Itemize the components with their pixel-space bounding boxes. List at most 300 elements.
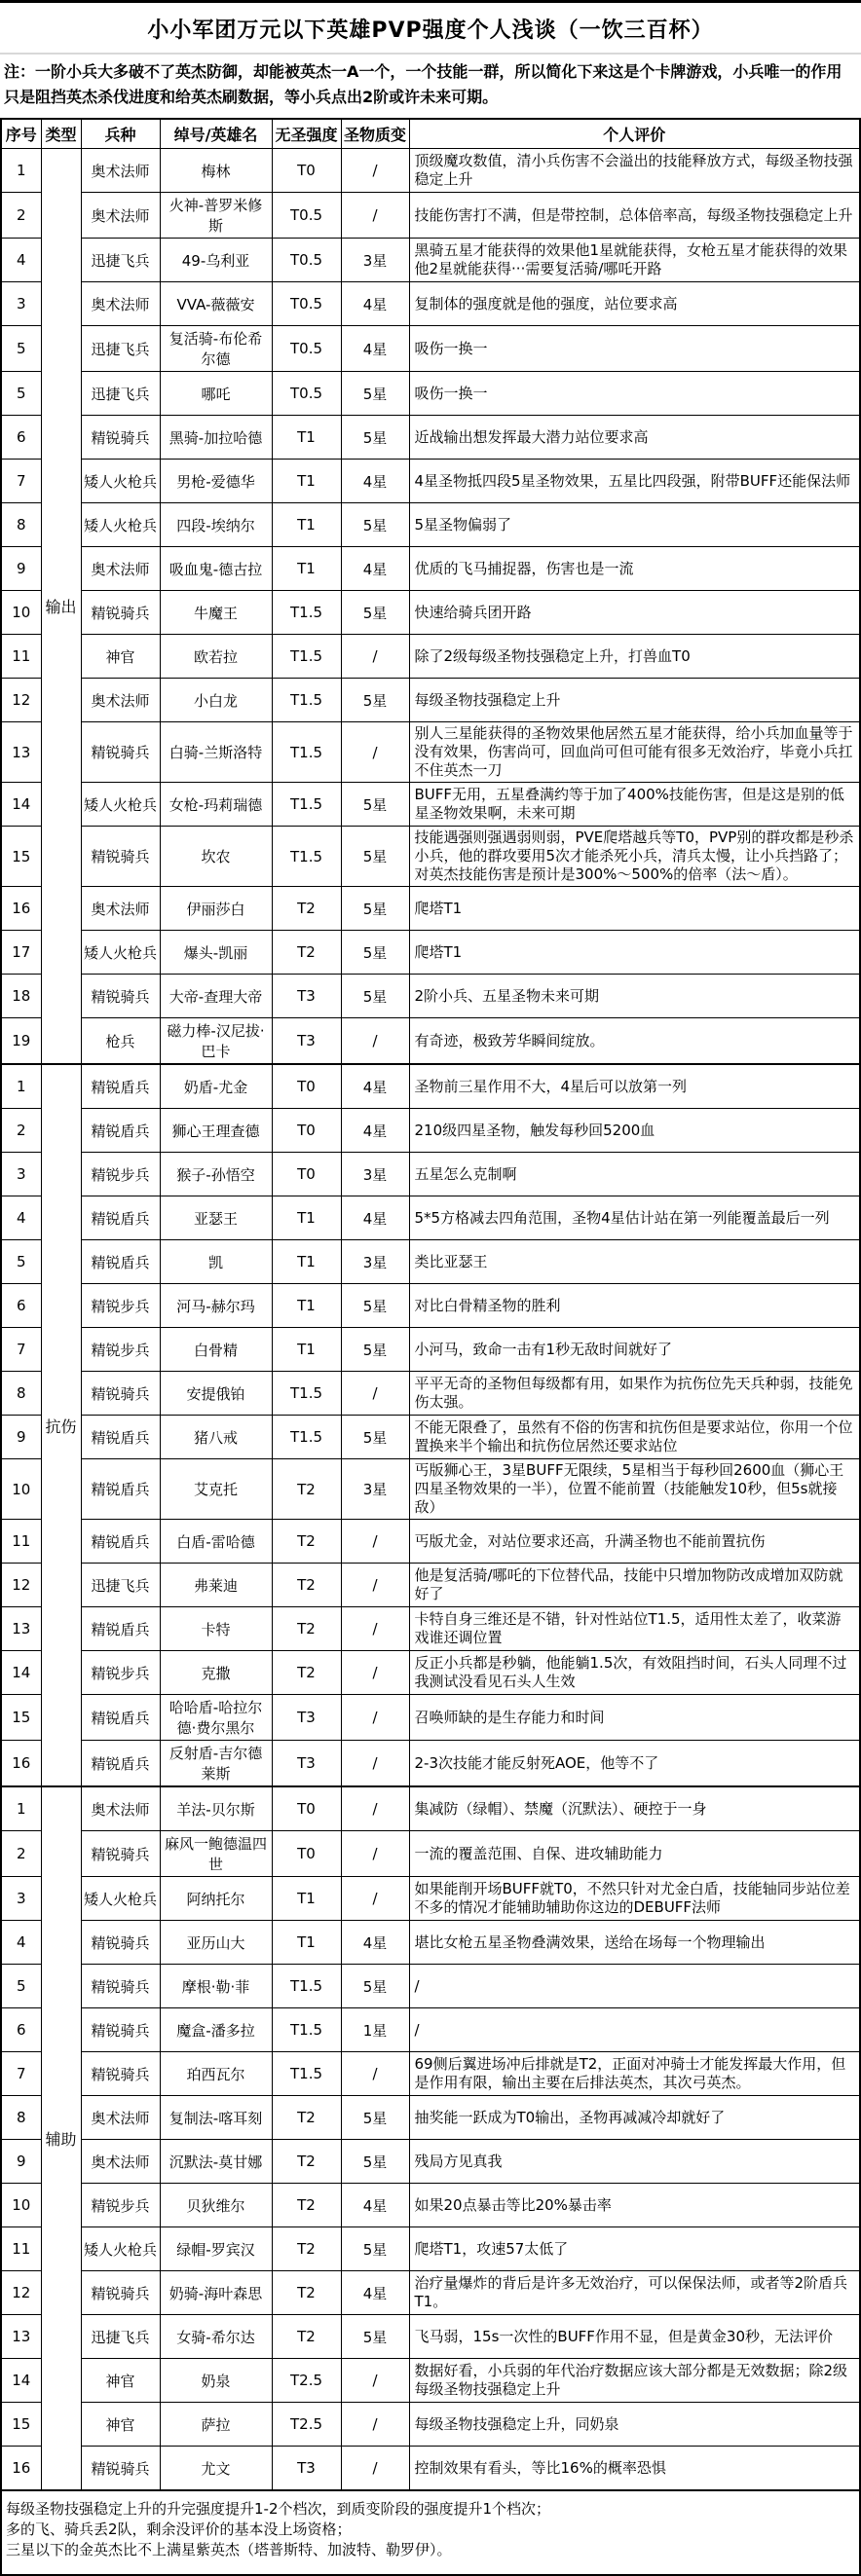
unit-class-cell: 精锐盾兵 (81, 1520, 160, 1564)
tier-cell: T1 (272, 1877, 341, 1921)
unit-class-cell: 迅捷飞兵 (81, 1564, 160, 1607)
hero-name-cell: 沉默法-莫甘娜 (160, 2140, 272, 2184)
relic-quality-cell: 5星 (341, 503, 409, 547)
comment-cell: 一流的覆盖范围、自保、进攻辅助能力 (409, 1831, 860, 1877)
hero-name-cell: 哈哈盾-哈拉尔德·费尔黑尔 (160, 1695, 272, 1741)
tier-cell: T1 (272, 547, 341, 591)
row-number-cell: 8 (1, 1372, 41, 1416)
table-row (1, 1520, 860, 1564)
table-row (1, 2140, 860, 2184)
hero-name-cell: 大帝-查理大帝 (160, 975, 272, 1018)
row-number-cell: 14 (1, 1651, 41, 1695)
tier-cell: T1 (272, 1921, 341, 1965)
tier-cell: T3 (272, 1695, 341, 1741)
hero-name-cell: 绿帽-罗宾汉 (160, 2227, 272, 2271)
relic-quality-cell: 5星 (341, 372, 409, 416)
relic-quality-cell: / (341, 1877, 409, 1921)
unit-class-cell: 精锐步兵 (81, 1651, 160, 1695)
hero-name-cell: 摩根·勒·菲 (160, 1965, 272, 2008)
comment-cell: 平平无奇的圣物但每级都有用，如果作为抗伤位先天兵种弱，技能免伤太强。 (409, 1372, 860, 1416)
comment-cell: 每级圣物技强稳定上升 (409, 679, 860, 722)
unit-class-cell: 精锐骑兵 (81, 2447, 160, 2491)
tier-cell: T2 (272, 2227, 341, 2271)
row-number-cell: 6 (1, 1284, 41, 1328)
tier-cell: T0 (272, 1786, 341, 1831)
comment-cell: 优质的飞马捕捉器，伤害也是一流 (409, 547, 860, 591)
row-number-cell: 9 (1, 1416, 41, 1459)
unit-class-cell: 精锐盾兵 (81, 1459, 160, 1520)
hero-name-cell: 奶盾-尤金 (160, 1064, 272, 1109)
relic-quality-cell: / (341, 1372, 409, 1416)
tier-cell: T2 (272, 1607, 341, 1651)
unit-class-cell: 奥术法师 (81, 2140, 160, 2184)
table-row (1, 503, 860, 547)
unit-class-cell: 矮人火枪兵 (81, 931, 160, 975)
relic-quality-cell: 5星 (341, 827, 409, 887)
row-number-cell: 2 (1, 1109, 41, 1153)
tier-cell: T2 (272, 1520, 341, 1564)
table-row (1, 1831, 860, 1877)
relic-quality-cell: 4星 (341, 1109, 409, 1153)
table-row (1, 239, 860, 282)
relic-quality-cell: / (341, 1831, 409, 1877)
unit-class-cell: 精锐骑兵 (81, 2052, 160, 2096)
hero-name-cell: 狮心王理查德 (160, 1109, 272, 1153)
row-number-cell: 16 (1, 2447, 41, 2491)
column-header-4: 无圣强度 (272, 119, 341, 149)
table-row (1, 1240, 860, 1284)
hero-name-cell: 弗莱迪 (160, 1564, 272, 1607)
table-row (1, 1196, 860, 1240)
table-row (1, 1877, 860, 1921)
comment-cell: 技能伤害打不满，但是带控制，总体倍率高，每级圣物技强稳定上升 (409, 193, 860, 239)
unit-class-cell: 精锐盾兵 (81, 1416, 160, 1459)
hero-name-cell: 魔盒-潘多拉 (160, 2008, 272, 2052)
tier-cell: T1.5 (272, 1416, 341, 1459)
tier-cell: T1 (272, 503, 341, 547)
row-number-cell: 12 (1, 2271, 41, 2315)
comment-cell: 快速给骑兵团开路 (409, 591, 860, 635)
table-row (1, 416, 860, 460)
relic-quality-cell: / (341, 1741, 409, 1787)
relic-quality-cell: 4星 (341, 282, 409, 326)
row-number-cell: 3 (1, 282, 41, 326)
table-row (1, 2227, 860, 2271)
hero-name-cell: 复制法-喀耳刻 (160, 2096, 272, 2140)
hero-name-cell: 猪八戒 (160, 1416, 272, 1459)
table-row (1, 282, 860, 326)
comment-cell: 反正小兵都是秒躺，他能躺1.5次，有效阻挡时间，石头人同理不过我测试没看见石头人生效 (409, 1651, 860, 1695)
tier-cell: T0.5 (272, 326, 341, 372)
hero-name-cell: 白骨精 (160, 1328, 272, 1372)
relic-quality-cell: 5星 (341, 931, 409, 975)
comment-cell: BUFF无用，五星叠满约等于加了400%技能伤害，但是这是别的低星圣物效果啊，未来可期 (409, 783, 860, 827)
row-number-cell: 17 (1, 931, 41, 975)
row-number-cell: 10 (1, 2184, 41, 2227)
tier-cell: T1.5 (272, 1372, 341, 1416)
table-row (1, 783, 860, 827)
tier-cell: T1.5 (272, 827, 341, 887)
comment-cell: 抽奖能一跃成为T0输出，圣物再减减冷却就好了 (409, 2096, 860, 2140)
row-number-cell: 2 (1, 193, 41, 239)
table-row (1, 1372, 860, 1416)
relic-quality-cell: 1星 (341, 2008, 409, 2052)
hero-name-cell: 珀西瓦尔 (160, 2052, 272, 2096)
unit-class-cell: 精锐盾兵 (81, 1240, 160, 1284)
relic-quality-cell: 4星 (341, 547, 409, 591)
comment-cell: 每级圣物技强稳定上升，同奶泉 (409, 2403, 860, 2447)
row-number-cell: 6 (1, 2008, 41, 2052)
table-row (1, 460, 860, 503)
hero-name-cell: 爆头-凯丽 (160, 931, 272, 975)
hero-name-cell: 牛魔王 (160, 591, 272, 635)
hero-name-cell: 49-乌利亚 (160, 239, 272, 282)
comment-cell: 五星怎么克制啊 (409, 1153, 860, 1196)
type-span-cell: 辅助 (41, 1786, 81, 2490)
table-row (1, 1416, 860, 1459)
row-number-cell: 5 (1, 326, 41, 372)
relic-quality-cell: 5星 (341, 591, 409, 635)
tier-cell: T2 (272, 2096, 341, 2140)
column-header-0: 序号 (1, 119, 41, 149)
comment-cell: 爬塔T1 (409, 931, 860, 975)
row-number-cell: 4 (1, 1921, 41, 1965)
comment-cell: 如果能削开场BUFF就T0，不然只针对尤金白盾，技能轴同步站位差不多的情况才能辅助辅助你这边的DEBUFF法师 (409, 1877, 860, 1921)
tier-cell: T2 (272, 2271, 341, 2315)
comment-cell: 有奇迹，极致芳华瞬间绽放。 (409, 1018, 860, 1065)
note-text: 注：一阶小兵大多破不了英杰防御，却能被英杰一A一个，一个技能一群，所以简化下来这是个卡牌游戏，小兵唯一的作用只是阻挡英杰杀伐进度和给英杰刷数据，等小兵点出2阶或许未来可期。 (4, 62, 842, 106)
hero-name-cell: 卡特 (160, 1607, 272, 1651)
tier-cell: T2.5 (272, 2403, 341, 2447)
relic-quality-cell: / (341, 2359, 409, 2403)
tier-cell: T2.5 (272, 2359, 341, 2403)
column-header-2: 兵种 (81, 119, 160, 149)
unit-class-cell: 迅捷飞兵 (81, 372, 160, 416)
table-row (1, 326, 860, 372)
unit-class-cell: 奥术法师 (81, 149, 160, 193)
comment-cell: 残局方见真我 (409, 2140, 860, 2184)
row-number-cell: 19 (1, 1018, 41, 1065)
relic-quality-cell: 5星 (341, 2227, 409, 2271)
table-row (1, 2359, 860, 2403)
relic-quality-cell: 5星 (341, 1965, 409, 2008)
unit-class-cell: 矮人火枪兵 (81, 1877, 160, 1921)
table-row (1, 1651, 860, 1695)
comment-cell: 集减防（绿帽）、禁魔（沉默法）、硬控于一身 (409, 1786, 860, 1831)
comment-cell: 技能遇强则强遇弱则弱，PVE爬塔越兵等T0，PVP别的群攻都是秒杀小兵，他的群攻要用5次才能杀死小兵，清兵太慢，让小兵挡路了；对英杰技能伤害是预计是300%～500%的倍率（法～盾）。 (409, 827, 860, 887)
unit-class-cell: 精锐骑兵 (81, 975, 160, 1018)
unit-class-cell: 精锐骑兵 (81, 2008, 160, 2052)
table-row (1, 827, 860, 887)
hero-name-cell: 猴子-孙悟空 (160, 1153, 272, 1196)
relic-quality-cell: / (341, 1786, 409, 1831)
unit-class-cell: 精锐盾兵 (81, 1064, 160, 1109)
table-row (1, 1965, 860, 2008)
row-number-cell: 2 (1, 1831, 41, 1877)
hero-name-cell: 麻风一鲍德温四世 (160, 1831, 272, 1877)
table-row (1, 547, 860, 591)
relic-quality-cell: / (341, 1607, 409, 1651)
hero-name-cell: 亚历山大 (160, 1921, 272, 1965)
relic-quality-cell: / (341, 1564, 409, 1607)
unit-class-cell: 精锐盾兵 (81, 1109, 160, 1153)
comment-cell: 爬塔T1 (409, 887, 860, 931)
column-header-5: 圣物质变 (341, 119, 409, 149)
relic-quality-cell: 5星 (341, 2140, 409, 2184)
row-number-cell: 16 (1, 1741, 41, 1787)
unit-class-cell: 精锐步兵 (81, 1284, 160, 1328)
unit-class-cell: 精锐骑兵 (81, 416, 160, 460)
table-row (1, 1328, 860, 1372)
table-row (1, 635, 860, 679)
tier-cell: T2 (272, 1564, 341, 1607)
row-number-cell: 1 (1, 149, 41, 193)
comment-cell: 除了2级每级圣物技强稳定上升，打兽血T0 (409, 635, 860, 679)
tier-cell: T1.5 (272, 679, 341, 722)
footer-line-2: 多的飞、骑兵丢2队，剩余没评价的基本没上场资格； (6, 2521, 352, 2538)
comment-cell: 别人三星能获得的圣物效果他居然五星才能获得，给小兵加血量等于没有效果，伤害尚可，回血尚可但可能有很多无效治疗，毕竟小兵扛不住英杰一刀 (409, 722, 860, 783)
comment-cell: / (409, 1965, 860, 2008)
type-span-cell: 抗伤 (41, 1064, 81, 1786)
table-row (1, 1786, 860, 1831)
hero-name-cell: 哪吒 (160, 372, 272, 416)
hero-name-cell: 小白龙 (160, 679, 272, 722)
unit-class-cell: 精锐步兵 (81, 1153, 160, 1196)
hero-name-cell: 反射盾-吉尔德莱斯 (160, 1741, 272, 1787)
unit-class-cell: 奥术法师 (81, 282, 160, 326)
table-row (1, 975, 860, 1018)
table-row (1, 1921, 860, 1965)
table-row (1, 2096, 860, 2140)
hero-name-cell: 克撒 (160, 1651, 272, 1695)
unit-class-cell: 奥术法师 (81, 1786, 160, 1831)
row-number-cell: 10 (1, 591, 41, 635)
row-number-cell: 3 (1, 1153, 41, 1196)
hero-name-cell: 吸血鬼-德古拉 (160, 547, 272, 591)
unit-class-cell: 精锐骑兵 (81, 827, 160, 887)
hero-name-cell: 河马-赫尔玛 (160, 1284, 272, 1328)
relic-quality-cell: 5星 (341, 1416, 409, 1459)
row-number-cell: 12 (1, 679, 41, 722)
relic-quality-cell: 4星 (341, 1064, 409, 1109)
hero-name-cell: 四段-埃纳尔 (160, 503, 272, 547)
row-number-cell: 1 (1, 1786, 41, 1831)
comment-cell: 小河马，致命一击有1秒无敌时间就好了 (409, 1328, 860, 1372)
comment-cell: 5星圣物偏弱了 (409, 503, 860, 547)
row-number-cell: 11 (1, 635, 41, 679)
hero-name-cell: 黑骑-加拉哈德 (160, 416, 272, 460)
row-number-cell: 4 (1, 239, 41, 282)
hero-name-cell: 贝狄维尔 (160, 2184, 272, 2227)
relic-quality-cell: 4星 (341, 2271, 409, 2315)
unit-class-cell: 精锐骑兵 (81, 591, 160, 635)
row-number-cell: 9 (1, 547, 41, 591)
unit-class-cell: 枪兵 (81, 1018, 160, 1065)
comment-cell: 210级四星圣物，触发每秒回5200血 (409, 1109, 860, 1153)
tier-cell: T1.5 (272, 2052, 341, 2096)
row-number-cell: 13 (1, 2315, 41, 2359)
unit-class-cell: 精锐盾兵 (81, 1695, 160, 1741)
hero-name-cell: 阿纳托尔 (160, 1877, 272, 1921)
tier-cell: T0 (272, 149, 341, 193)
tier-cell: T1 (272, 1196, 341, 1240)
hero-name-cell: 安提俄铂 (160, 1372, 272, 1416)
tier-cell: T1.5 (272, 783, 341, 827)
unit-class-cell: 奥术法师 (81, 2096, 160, 2140)
table-row (1, 1564, 860, 1607)
title-block (0, 3, 861, 53)
unit-class-cell: 矮人火枪兵 (81, 460, 160, 503)
relic-quality-cell: 5星 (341, 887, 409, 931)
table-header-row (1, 119, 860, 149)
relic-quality-cell: / (341, 1695, 409, 1741)
row-number-cell: 11 (1, 2227, 41, 2271)
tier-cell: T1 (272, 1240, 341, 1284)
relic-quality-cell: 3星 (341, 239, 409, 282)
relic-quality-cell: / (341, 149, 409, 193)
tier-cell: T0 (272, 1064, 341, 1109)
unit-class-cell: 奥术法师 (81, 547, 160, 591)
table-row (1, 1064, 860, 1109)
column-header-3: 绰号/英雄名 (160, 119, 272, 149)
tier-cell: T2 (272, 887, 341, 931)
tier-cell: T1.5 (272, 1965, 341, 2008)
table-row (1, 2403, 860, 2447)
hero-name-cell: 火神-普罗米修斯 (160, 193, 272, 239)
unit-class-cell: 精锐盾兵 (81, 1607, 160, 1651)
table-row (1, 1459, 860, 1520)
relic-quality-cell: / (341, 2447, 409, 2491)
hero-name-cell: 艾克托 (160, 1459, 272, 1520)
row-number-cell: 3 (1, 1877, 41, 1921)
unit-class-cell: 迅捷飞兵 (81, 239, 160, 282)
unit-class-cell: 奥术法师 (81, 887, 160, 931)
column-header-6: 个人评价 (409, 119, 860, 149)
tier-cell: T0 (272, 1109, 341, 1153)
footer-notes (0, 2491, 861, 2576)
hero-name-cell: 梅林 (160, 149, 272, 193)
hero-name-cell: 白骑-兰斯洛特 (160, 722, 272, 783)
unit-class-cell: 精锐骑兵 (81, 1965, 160, 2008)
row-number-cell: 4 (1, 1196, 41, 1240)
tier-cell: T1.5 (272, 2008, 341, 2052)
comment-cell: 数据好看，小兵弱的年代治疗数据应该大部分都是无效数据；除2级每级圣物技强稳定上升 (409, 2359, 860, 2403)
hero-name-cell: 女骑-希尔达 (160, 2315, 272, 2359)
table-row (1, 2315, 860, 2359)
unit-class-cell: 精锐骑兵 (81, 1921, 160, 1965)
table-row (1, 2008, 860, 2052)
unit-class-cell: 奥术法师 (81, 193, 160, 239)
hero-name-cell: 萨拉 (160, 2403, 272, 2447)
table-row (1, 1741, 860, 1787)
comment-cell: 吸伤一换一 (409, 326, 860, 372)
table-row (1, 887, 860, 931)
tier-cell: T0.5 (272, 193, 341, 239)
relic-quality-cell: / (341, 635, 409, 679)
tier-cell: T2 (272, 1651, 341, 1695)
comment-cell: 4星圣物抵四段5星圣物效果，五星比四段强，附带BUFF还能保法师 (409, 460, 860, 503)
tier-cell: T0 (272, 1153, 341, 1196)
tier-cell: T3 (272, 1018, 341, 1065)
relic-quality-cell: / (341, 193, 409, 239)
row-number-cell: 8 (1, 503, 41, 547)
comment-cell: 如果20点暴击等比20%暴击率 (409, 2184, 860, 2227)
unit-class-cell: 迅捷飞兵 (81, 326, 160, 372)
relic-quality-cell: 5星 (341, 975, 409, 1018)
row-number-cell: 13 (1, 1607, 41, 1651)
comment-cell: 圣物前三星作用不大，4星后可以放第一列 (409, 1064, 860, 1109)
relic-quality-cell: / (341, 1520, 409, 1564)
tier-cell: T3 (272, 975, 341, 1018)
comment-cell: 爬塔T1，攻速57太低了 (409, 2227, 860, 2271)
column-header-1: 类型 (41, 119, 81, 149)
table-row (1, 1109, 860, 1153)
table-row (1, 1695, 860, 1741)
tier-cell: T1 (272, 1284, 341, 1328)
comment-cell: 卡特自身三维还是不错，针对性站位T1.5，适用性太差了，收菜游戏谁还调位置 (409, 1607, 860, 1651)
hero-name-cell: VVA-薇薇安 (160, 282, 272, 326)
unit-class-cell: 精锐盾兵 (81, 1196, 160, 1240)
table-row (1, 1153, 860, 1196)
table-row (1, 1284, 860, 1328)
row-number-cell: 5 (1, 372, 41, 416)
unit-class-cell: 精锐步兵 (81, 1328, 160, 1372)
table-row (1, 2052, 860, 2096)
row-number-cell: 8 (1, 2096, 41, 2140)
relic-quality-cell: 4星 (341, 1196, 409, 1240)
unit-class-cell: 矮人火枪兵 (81, 783, 160, 827)
page-title: 小小军团万元以下英雄PVP强度个人浅谈（一饮三百杯） (147, 18, 714, 43)
row-number-cell: 14 (1, 2359, 41, 2403)
tier-cell: T0 (272, 1831, 341, 1877)
hero-name-cell: 尤文 (160, 2447, 272, 2491)
row-number-cell: 14 (1, 783, 41, 827)
hero-name-cell: 复活骑-布伦希尔德 (160, 326, 272, 372)
unit-class-cell: 矮人火枪兵 (81, 503, 160, 547)
tier-cell: T2 (272, 931, 341, 975)
tier-cell: T0.5 (272, 372, 341, 416)
row-number-cell: 10 (1, 1459, 41, 1520)
comment-cell: 堪比女枪五星圣物叠满效果，送给在场每一个物理输出 (409, 1921, 860, 1965)
relic-quality-cell: 4星 (341, 1921, 409, 1965)
comment-cell: 丐版狮心王，3星BUFF无限续，5星相当于每秒回2600血（狮心王四星圣物效果的一半），位置不能前置（技能触发10秒，但5s就接敌） (409, 1459, 860, 1520)
comment-cell: 顶级魔攻数值，清小兵伤害不会溢出的技能释放方式，每级圣物技强稳定上升 (409, 149, 860, 193)
tier-cell: T1.5 (272, 635, 341, 679)
tier-cell: T2 (272, 1459, 341, 1520)
unit-class-cell: 精锐盾兵 (81, 1741, 160, 1787)
unit-class-cell: 精锐骑兵 (81, 1372, 160, 1416)
row-number-cell: 6 (1, 416, 41, 460)
comment-cell: 治疗量爆炸的背后是许多无效治疗，可以保保法师，或者等2阶盾兵T1。 (409, 2271, 860, 2315)
tier-cell: T3 (272, 1741, 341, 1787)
unit-class-cell: 奥术法师 (81, 679, 160, 722)
tier-cell: T2 (272, 2315, 341, 2359)
comment-cell: 类比亚瑟王 (409, 1240, 860, 1284)
comment-cell: 飞马弱，15s一次性的BUFF作用不显，但是黄金30秒，无法评价 (409, 2315, 860, 2359)
unit-class-cell: 神官 (81, 635, 160, 679)
table-row (1, 149, 860, 193)
tier-cell: T1 (272, 1328, 341, 1372)
relic-quality-cell: 4星 (341, 326, 409, 372)
footer-line-1: 每级圣物技强稳定上升的升完强度提升1-2个档次，到质变阶段的强度提升1个档次； (6, 2500, 551, 2518)
row-number-cell: 1 (1, 1064, 41, 1109)
tier-cell: T3 (272, 2447, 341, 2491)
unit-class-cell: 精锐骑兵 (81, 2271, 160, 2315)
unit-class-cell: 矮人火枪兵 (81, 2227, 160, 2271)
row-number-cell: 12 (1, 1564, 41, 1607)
row-number-cell: 7 (1, 2052, 41, 2096)
relic-quality-cell: 4星 (341, 2184, 409, 2227)
